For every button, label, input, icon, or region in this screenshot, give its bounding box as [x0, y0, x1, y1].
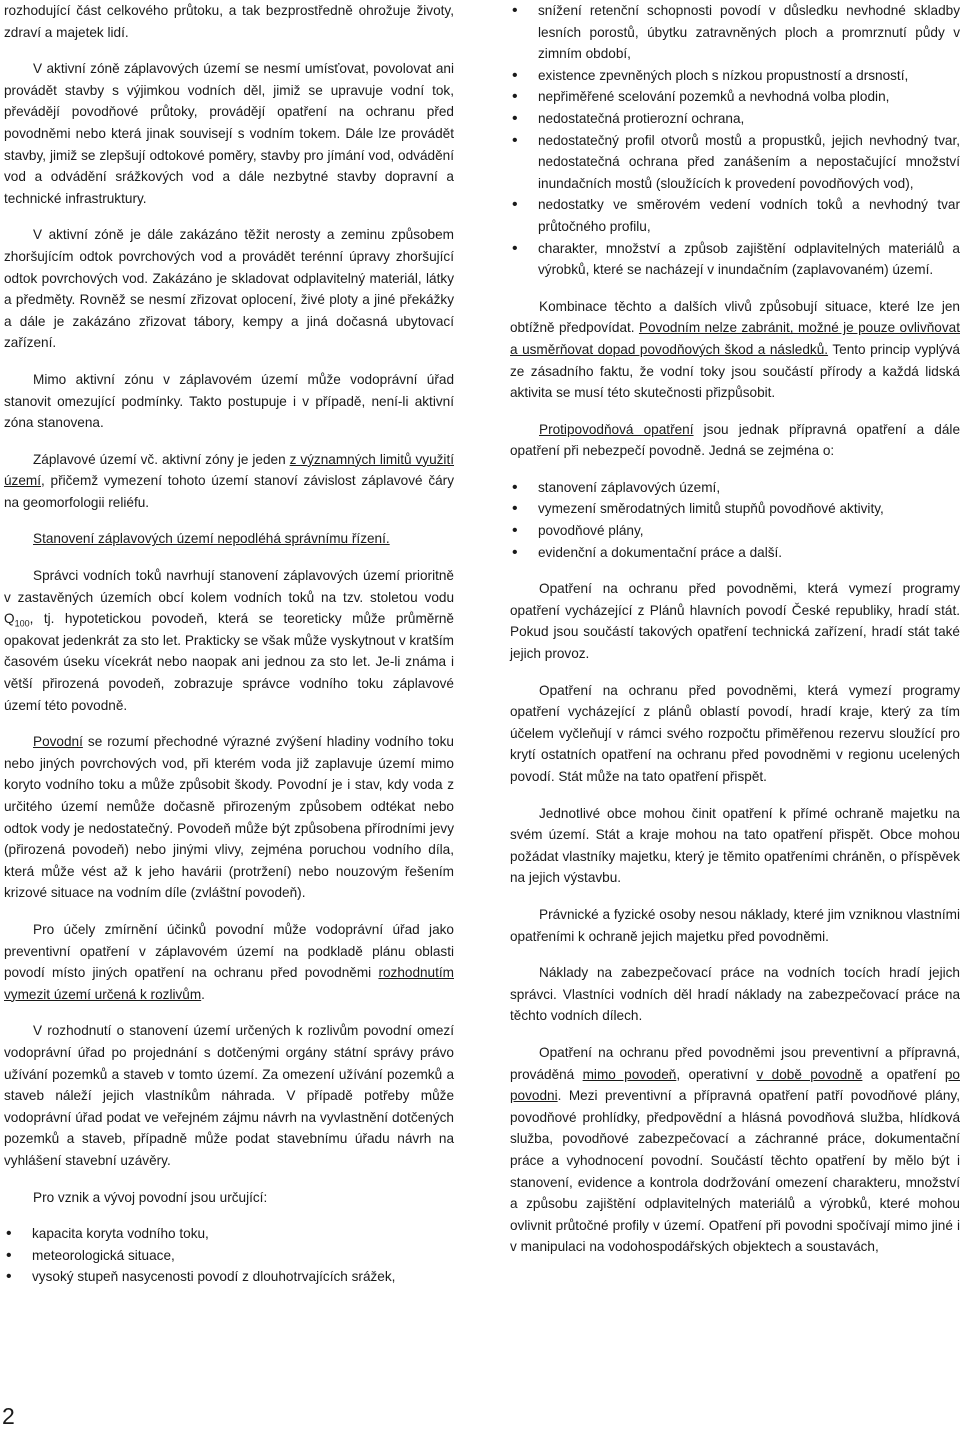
right-column	[510, 0, 960, 1273]
page-number: 2	[2, 1403, 15, 1429]
paragraph	[4, 528, 454, 550]
list-item-text: vymezení směrodatných limitů stupňů povodňové aktivity,	[538, 501, 884, 517]
underlined-text: rozhodnutím vymezit území určená k rozlivům	[4, 965, 454, 1002]
underlined-text: Protipovodňová opatření	[539, 421, 694, 437]
paragraph: V aktivní zóně záplavových území se nesmí umísťovat, povolovat ani provádět stavby s výjimkou vodních děl, jimiž se upravuje vodní tok, převádějí povodňové průtoky, provádějí opatření na ochranu před povodněmi nebo která jinak souvisejí s vodním tokem. Dále lze provádět stavby, jimiž se zlepšují odtokové poměry, stavby pro jímání vod, odvádění vod a odvádění srážkových vod a dále nezbytné stavby dopravní a technické infrastruktury.	[4, 61, 454, 206]
list-item-text: nedostatky ve směrovém vedení vodních toků a nevhodný tvar průtočného profilu,	[538, 197, 960, 234]
text-run: . Mezi preventivní a přípravná opatření patří povodňové plány, povodňové prohlídky, předpovědní a hlásná povodňová služba, hlídková služba, povodňové zabezpečovací a záchranné práce, dokumentační práce a vyhodnocení povodní. Součástí těchto opatření by mělo být i stanovení, evidence a kontrola dodržování omezení charakteru, množství a způsobu zajištění odplavitelných materiálů a výrobků, které mohou ovlivnit průtočné profily v území. Opatření při povodni spočívají mimo jiné i v manipulaci na vodohospodářských objektech a soustavách,	[510, 1088, 960, 1255]
paragraph: Jednotlivé obce mohou činit opatření k přímé ochraně majetku na svém území. Stát a kraje mohou na tato opatření přispět. Obce mohou požádat vlastníky majetku, který je těmito opatřeními chráněn, o příspěvek na jejich výstavbu.	[510, 805, 960, 886]
text-run: , operativní	[676, 1066, 757, 1082]
list-item-text: povodňové plány,	[538, 523, 644, 539]
paragraph: Mimo aktivní zónu v záplavovém území může vodoprávní úřad stanovit omezující podmínky. Takto postupuje i v případě, není-li aktivní zóna stanovena.	[4, 371, 454, 431]
underlined-text: Povodní	[33, 734, 83, 750]
text-run: Kombinace těchto a dalších vlivů způsobují situace, které lze jen obtížně předpovídat.	[510, 298, 960, 336]
bullet-icon: •	[512, 2, 518, 19]
bullet-icon: •	[512, 196, 518, 214]
bullet-icon: •	[512, 543, 518, 561]
text-run: a opatření	[862, 1066, 945, 1082]
paragraph	[4, 565, 454, 716]
list-item-text: nedostatečná protierozní ochrana,	[538, 110, 745, 126]
list-item	[510, 238, 960, 281]
paragraph: Právnické a fyzické osoby nesou náklady, které jim vzniknou vlastními opatřeními k ochraně jejich majetku před povodněmi.	[510, 906, 960, 944]
list-item	[510, 542, 960, 564]
text-run: Správci vodních toků navrhují stanovení záplavových území prioritně v zastavěných územích obcí kolem vodních toků na tzv. stoletou vodu Q	[4, 568, 454, 627]
bullet-icon: •	[512, 522, 518, 540]
bullet-icon: •	[512, 66, 518, 84]
list-item-text: meteorologická situace,	[32, 1247, 175, 1263]
bullet-list	[510, 0, 960, 281]
left-column	[4, 0, 454, 1303]
list-item	[510, 130, 960, 195]
list-item-text: evidenční a dokumentační práce a další.	[538, 544, 783, 560]
text-run: , přičemž vymezení tohoto území stanoví závislost záplavové čáry na geomorfologii reliéfu.	[4, 473, 454, 510]
text-run: Záplavové území vč. aktivní zóny je jeden	[33, 451, 290, 467]
paragraph	[4, 449, 454, 514]
paragraph	[4, 919, 454, 1005]
bullet-icon: •	[6, 1225, 12, 1243]
underlined-text: Povodním nelze zabránit, možné je pouze ovlivňovat a usměrňovat dopad povodňových škod a následků.	[510, 320, 960, 357]
bullet-icon: •	[512, 109, 518, 127]
list-item-text: snížení retenční schopnosti povodí v důsledku nevhodné skladby lesních porostů, úbytku zatravněných ploch a promrznutí půdy v zimním období,	[538, 3, 960, 62]
paragraph	[4, 731, 454, 904]
list-item	[510, 86, 960, 108]
underlined-text: mimo povodeň	[582, 1066, 677, 1082]
text-run: , tj. hypotetickou povodeň, která se teoreticky může průměrně opakovat jedenkrát za sto let. Prakticky se však může vyskytnout v kratším časovém úseku vícekrát nebo naopak ani jednou za sto let. Je-li známa i větší přirozená povodeň, zobrazuje správce vodního toku záplavové území této povodně.	[4, 611, 454, 713]
underlined-text: v době povodně	[756, 1066, 863, 1082]
paragraph: Opatření na ochranu před povodněmi, která vymezí programy opatření vycházející z plánů oblastí povodí, hradí kraje, který za tím účelem vyčleňují v rámci svého rozpočtu přiměřenou rezervu sloužící pro krytí ostatních opatření na ochranu před povodněmi v regionu ucelených povodí. Stát může na tato opatření přispět.	[510, 682, 960, 784]
paragraph: V aktivní zóně je dále zakázáno těžit nerosty a zeminu způsobem zhoršujícím odtok povrchových vod a provádět terénní úpravy zhoršující odtok povrchových vod. Zakázáno je skladovat odplavitelný materiál, látky a předměty. Rovněž se nesmí zřizovat oplocení, živé ploty a jiné překážky a dále je zakázáno zřizovat tábory, kempy a jiná dočasná ubytovací zařízení.	[4, 227, 454, 351]
list-item	[510, 108, 960, 130]
text-run: jsou jednak přípravná opatření a dále opatření při nebezpečí povodně. Jedná se zejména o:	[510, 421, 960, 459]
bullet-icon: •	[512, 239, 518, 257]
paragraph	[510, 1042, 960, 1258]
list-item-text: stanovení záplavových území,	[538, 479, 721, 495]
paragraph: Pro vznik a vývoj povodní jsou určující:	[33, 1189, 268, 1205]
underlined-text: Stanovení záplavových území nepodléhá správnímu řízení.	[33, 531, 390, 547]
text-run: Tento princip vyplývá ze zásadního faktu, že vodní toky jsou součástí přírody a každá lidská aktivita se musí této skutečnosti přizpůsobit.	[510, 341, 960, 401]
bullet-list	[510, 477, 960, 563]
list-item	[510, 194, 960, 237]
text-run: se rozumí přechodné výrazné zvýšení hladiny vodního toku nebo jiných povrchových vod, při kterém voda již zaplavuje území mimo koryto vodního toku a může způsobit škody. Povodní je i stav, kdy voda z určitého území nemůže dočasně přirozeným způsobem odtékat nebo odtok vody je nedostatečný. Povodeň může být způsobena přírodními jevy (přirozená povodeň) nebo jinými vlivy, zejména poruchou vodního díla, která může vést až k jeho havárii (protržení) nebo nouzovým řešením krizové situace na vodním díle (zvláštní povodeň).	[4, 734, 454, 901]
list-item-text: nepřiměřené scelování pozemků a nevhodná volba plodin,	[538, 89, 890, 105]
bullet-icon: •	[512, 500, 518, 518]
paragraph	[510, 419, 960, 462]
paragraph: Náklady na zabezpečovací práce na vodních tocích hradí jejich správci. Vlastníci vodních děl hradí náklady na zabezpečovací práce na těchto vodních dílech.	[510, 965, 960, 1024]
paragraph: rozhodující část celkového průtoku, a tak bezprostředně ohrožuje životy, zdraví a majetek lidí.	[4, 3, 454, 40]
bullet-icon: •	[6, 1268, 12, 1286]
bullet-icon: •	[512, 478, 518, 496]
list-item-text: kapacita koryta vodního toku,	[32, 1226, 209, 1242]
text-run: Opatření na ochranu před povodněmi jsou preventivní a přípravná, prováděná	[510, 1044, 960, 1082]
list-item	[510, 498, 960, 520]
list-item-text: existence zpevněných ploch s nízkou propustností a drsností,	[538, 67, 909, 83]
underlined-text: po povodni	[510, 1066, 960, 1104]
subscript: 100	[14, 618, 30, 629]
list-item	[510, 0, 960, 65]
bullet-icon: •	[512, 131, 518, 149]
list-item-text: charakter, množství a způsob zajištění odplavitelných materiálů a výrobků, které se nacházejí v inundačním (zaplavovaném) území.	[538, 240, 960, 278]
bullet-icon: •	[512, 88, 518, 106]
list-item	[510, 520, 960, 542]
list-item-text: nedostatečný profil otvorů mostů a propustků, jejich nevhodný tvar, nedostatečná ochrana před zanášením a nepostačující množství inundačních mostů (sloužících k provedení povodňových vod),	[538, 132, 960, 191]
paragraph	[510, 296, 960, 404]
bullet-icon: •	[6, 1246, 12, 1264]
bullet-list	[4, 1223, 454, 1288]
list-item	[510, 477, 960, 499]
text-run: .	[201, 986, 205, 1002]
list-item-text: vysoký stupeň nasycenosti povodí z dlouhotrvajících srážek,	[32, 1269, 396, 1285]
list-item	[4, 1245, 454, 1267]
list-item	[510, 65, 960, 87]
list-item	[4, 1223, 454, 1245]
text-run: Pro účely zmírnění účinků povodní může vodoprávní úřad jako preventivní opatření v záplavovém území na podkladě plánu oblasti povodí místo jiných opatření na ochranu před povodněmi	[4, 921, 454, 981]
paragraph: Opatření na ochranu před povodněmi, která vymezí programy opatření vycházející z Plánů hlavních povodí České republiky, hradí stát. Pokud jsou součástí takových opatření technická zařízení, hradí stát také jejich provoz.	[510, 581, 960, 662]
paragraph: V rozhodnutí o stanovení území určených k rozlivům povodní omezí vodoprávní úřad po projednání s dotčenými orgány státní správy právo užívání pozemků a staveb v tomto území. Za omezení užívání pozemků a staveb náleží jejich vlastníkům náhrada. V případě potřeby může vodoprávní úřad podat ve veřejném zájmu návrh na vyvlastnění dotčených pozemků a staveb, případně může podat stavebnímu úřadu návrh na vyhlášení stavební uzávěry.	[4, 1023, 454, 1168]
underlined-text: z významných limitů využití území	[4, 451, 455, 489]
list-item	[4, 1266, 454, 1288]
